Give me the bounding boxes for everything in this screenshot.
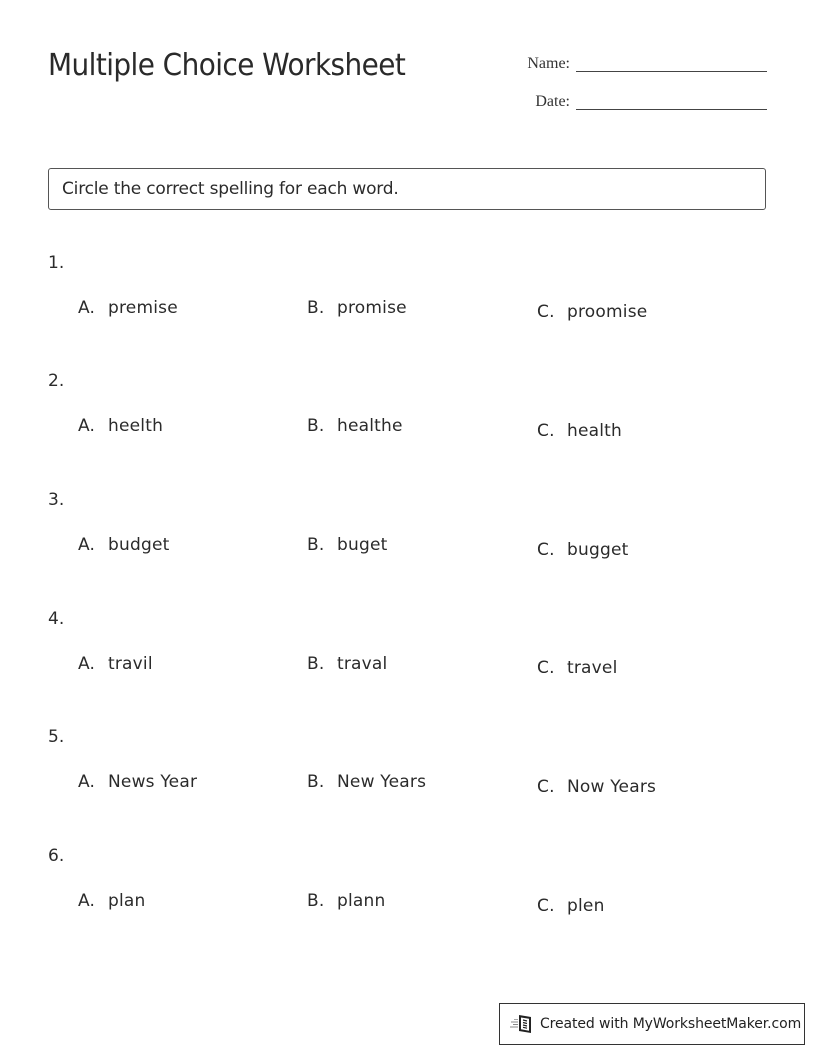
option-b[interactable] [307, 298, 407, 318]
option-letter: C. [537, 777, 555, 797]
date-field-row [500, 93, 767, 111]
option-letter: C. [537, 421, 555, 441]
option-letter: A. [78, 535, 96, 555]
option-letter: C. [537, 302, 555, 322]
option-b[interactable] [307, 891, 385, 911]
option-a[interactable] [78, 535, 169, 555]
option-c[interactable] [537, 302, 647, 322]
option-text: bugget [567, 540, 629, 560]
option-c[interactable] [537, 421, 622, 441]
option-b[interactable] [307, 654, 387, 674]
option-text: heelth [108, 416, 164, 436]
option-a[interactable] [78, 654, 153, 674]
option-text: New Years [337, 772, 427, 792]
option-text: plan [108, 891, 146, 911]
question-number: 3. [48, 490, 65, 510]
option-c[interactable] [537, 658, 618, 678]
question-number: 4. [48, 609, 65, 629]
option-text: News Year [108, 772, 198, 792]
option-text: buget [337, 535, 388, 555]
option-letter: A. [78, 772, 96, 792]
footer-credit-badge[interactable] [499, 1003, 805, 1045]
option-letter: B. [307, 654, 325, 674]
option-letter: B. [307, 535, 325, 555]
option-text: healthe [337, 416, 403, 436]
date-field[interactable] [576, 109, 767, 110]
option-b[interactable] [307, 535, 387, 555]
question-number: 5. [48, 727, 65, 747]
option-text: plen [567, 896, 605, 916]
question-number: 6. [48, 846, 65, 866]
option-letter: B. [307, 891, 325, 911]
option-text: travel [567, 658, 618, 678]
name-field-row [500, 55, 767, 73]
option-letter: A. [78, 654, 96, 674]
option-letter: A. [78, 298, 96, 318]
option-text: promise [337, 298, 407, 318]
option-a[interactable] [78, 891, 146, 911]
option-text: travil [108, 654, 153, 674]
option-text: premise [108, 298, 178, 318]
option-b[interactable] [307, 416, 403, 436]
option-text: plann [337, 891, 386, 911]
question-number: 2. [48, 371, 65, 391]
option-letter: B. [307, 298, 325, 318]
option-letter: B. [307, 772, 325, 792]
option-a[interactable] [78, 298, 178, 318]
worksheet-maker-logo-icon [510, 1014, 534, 1034]
question-number: 1. [48, 253, 65, 273]
option-letter: A. [78, 416, 96, 436]
option-a[interactable] [78, 416, 163, 436]
option-text: traval [337, 654, 388, 674]
option-letter: C. [537, 896, 555, 916]
footer-credit-text: Created with MyWorksheetMaker.com [540, 1016, 802, 1032]
option-text: budget [108, 535, 170, 555]
option-a[interactable] [78, 772, 197, 792]
page-title: Multiple Choice Worksheet [48, 48, 406, 83]
option-b[interactable] [307, 772, 426, 792]
instructions-box [48, 168, 766, 210]
option-c[interactable] [537, 896, 605, 916]
option-text: Now Years [567, 777, 657, 797]
instructions-text: Circle the correct spelling for each word. [62, 179, 399, 199]
option-letter: C. [537, 658, 555, 678]
option-letter: C. [537, 540, 555, 560]
option-letter: A. [78, 891, 96, 911]
option-text: health [567, 421, 623, 441]
name-field[interactable] [576, 71, 767, 72]
date-label: Date: [535, 93, 570, 110]
option-letter: B. [307, 416, 325, 436]
option-text: proomise [567, 302, 648, 322]
name-label: Name: [527, 55, 570, 72]
option-c[interactable] [537, 540, 628, 560]
option-c[interactable] [537, 777, 656, 797]
